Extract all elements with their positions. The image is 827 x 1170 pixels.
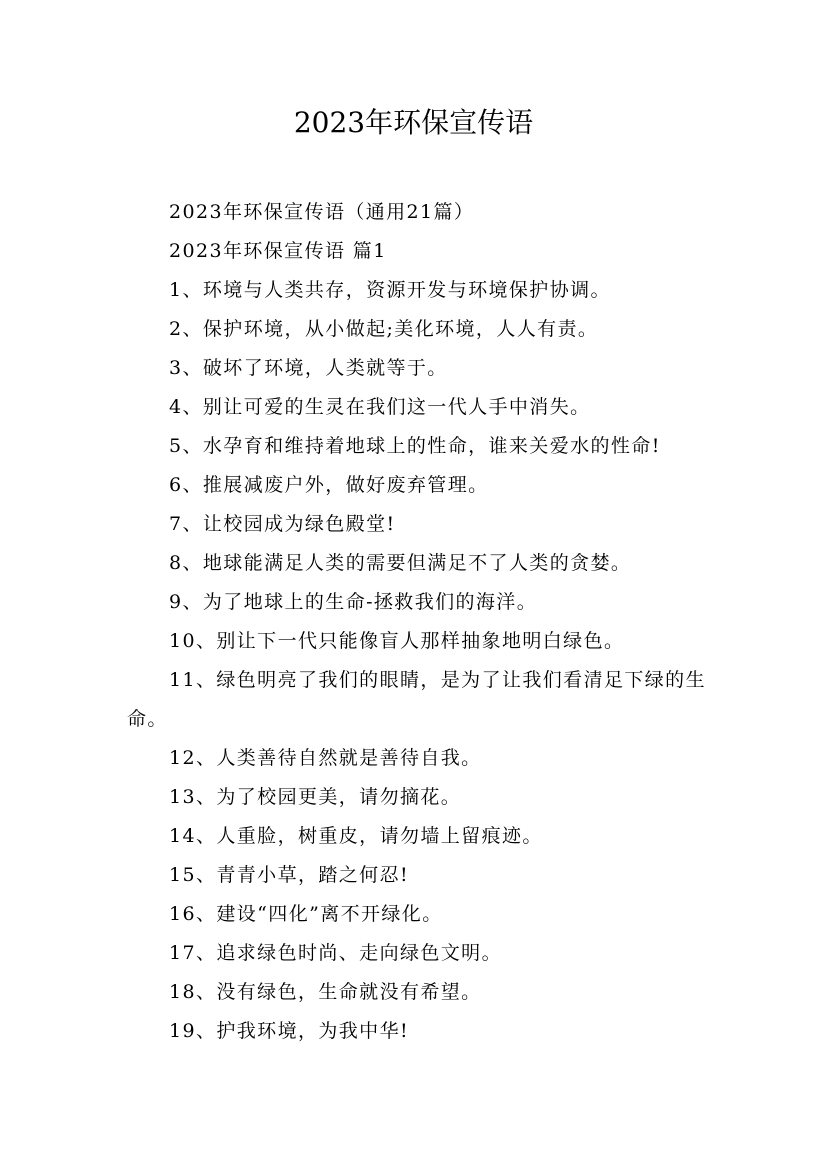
paragraph-section-heading: 2023年环保宣传语 篇1: [169, 240, 387, 262]
slogan-item: 7、让校园成为绿色殿堂!: [169, 513, 396, 535]
slogan-item: 3、破坏了环境，人类就等于。: [169, 357, 448, 379]
slogan-item: 8、地球能满足人类的需要但满足不了人类的贪婪。: [169, 552, 632, 574]
slogan-item: 6、推展减废户外，做好废弃管理。: [169, 474, 489, 496]
slogan-item: 10、别让下一代只能像盲人那样抽象地明白绿色。: [169, 630, 625, 652]
slogan-item: 14、人重脸，树重皮，请勿墙上留痕迹。: [169, 825, 543, 847]
slogan-item: 18、没有绿色，生命就没有希望。: [169, 981, 482, 1003]
slogan-item: 1、环境与人类共存，资源开发与环境保护协调。: [169, 279, 611, 301]
slogan-item: 5、水孕育和维持着地球上的性命，谁来关爱水的性命!: [169, 435, 661, 457]
slogan-item: 15、青青小草，踏之何忍!: [169, 864, 410, 886]
slogan-item: 19、护我环境，为我中华!: [169, 1020, 410, 1042]
slogan-item: 2、保护环境，从小做起;美化环境，人人有责。: [169, 318, 599, 340]
slogan-item: 16、建设“四化”离不开绿化。: [169, 903, 443, 925]
slogan-item: 17、追求绿色时尚、走向绿色文明。: [169, 942, 502, 964]
slogan-item: 13、为了校园更美，请勿摘花。: [169, 786, 462, 808]
slogan-item: 12、人类善待自然就是善待自我。: [169, 747, 482, 769]
slogan-item: 4、别让可爱的生灵在我们这一代人手中消失。: [169, 396, 591, 418]
document-title: 2023年环保宣传语: [293, 106, 534, 139]
slogan-item: 11、绿色明亮了我们的眼睛，是为了让我们看清足下绿的生命。: [127, 669, 706, 730]
document-body: [127, 193, 707, 1051]
paragraph-subtitle: 2023年环保宣传语（通用21篇）: [169, 201, 475, 223]
slogan-item: 9、为了地球上的生命-拯救我们的海洋。: [169, 591, 538, 613]
